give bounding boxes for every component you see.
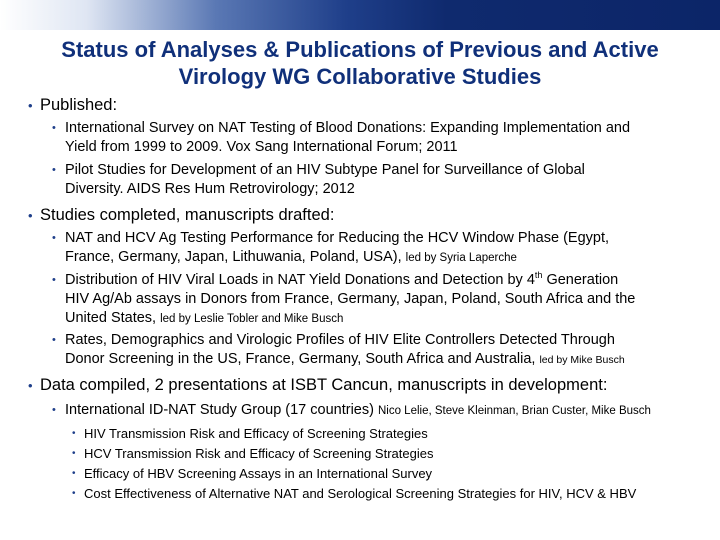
completed-item-3-line-2	[65, 351, 625, 367]
completed-item-2-line-3	[65, 310, 343, 326]
title-line-2: Virology WG Collaborative Studies	[178, 64, 542, 89]
completed-item-2-text-c: United States,	[65, 310, 157, 326]
bullet-dot-icon: •	[72, 428, 76, 439]
title-line-1: Status of Analyses & Publications of Previous and Active	[61, 37, 659, 62]
completed-item-1-text: France, Germany, Japan, Lithuwania, Poland, USA),	[65, 249, 402, 265]
compiled-item-1-line	[65, 402, 651, 418]
published-item-1-line-1: International Survey on NAT Testing of Blood Donations: Expanding Implementation and	[65, 120, 631, 136]
compiled-subitem-text: HIV Transmission Risk and Efficacy of Screening Strategies	[84, 426, 428, 441]
bullet-dot-icon: •	[28, 98, 33, 113]
compiled-subitem-text: Cost Effectiveness of Alternative NAT and Serological Screening Strategies for HIV, HCV & HBV	[84, 486, 637, 501]
completed-item-3-text: Donor Screening in the US, France, Germany, South Africa and Australia,	[65, 351, 536, 367]
completed-item-1-line-1: NAT and HCV Ag Testing Performance for Reducing the HCV Window Phase (Egypt,	[65, 230, 610, 246]
compiled-subitem-text: HCV Transmission Risk and Efficacy of Screening Strategies	[84, 446, 434, 461]
published-item-2-line-1: Pilot Studies for Development of an HIV Subtype Panel for Surveillance of Global	[65, 162, 585, 178]
bullet-dot-icon: •	[52, 274, 56, 286]
compiled-item-1-credit: Nico Lelie, Steve Kleinman, Brian Custer, Mike Busch	[377, 405, 651, 417]
completed-item-3-credit: led by Mike Busch	[539, 354, 625, 366]
compiled-subitem-text: Efficacy of HBV Screening Assays in an International Survey	[84, 466, 433, 481]
completed-item-2-text-a: Distribution of HIV Viral Loads in NAT Yield Donations and Detection by 4	[65, 272, 535, 288]
slide-title	[0, 36, 720, 90]
compiled-heading: Data compiled, 2 presentations at ISBT Cancun, manuscripts in development:	[40, 376, 608, 394]
completed-item-2-credit: led by Leslie Tobler and Mike Busch	[160, 313, 344, 325]
bullet-dot-icon: •	[52, 334, 56, 346]
bullet-dot-icon: •	[28, 208, 33, 223]
published-heading: Published:	[40, 96, 118, 114]
completed-heading: Studies completed, manuscripts drafted:	[40, 206, 335, 224]
header-bar	[0, 0, 720, 30]
completed-item-2-line-2: HIV Ag/Ab assays in Donors from France, Germany, Japan, Poland, South Africa and the	[65, 291, 636, 307]
completed-item-1-credit: led by Syria Laperche	[405, 252, 517, 264]
bullet-dot-icon: •	[52, 404, 56, 416]
bullet-dot-icon: •	[52, 164, 56, 176]
bullet-dot-icon: •	[28, 378, 33, 393]
bullet-dot-icon: •	[72, 448, 76, 459]
published-item-1-line-2: Yield from 1999 to 2009. Vox Sang International Forum; 2011	[65, 139, 458, 155]
completed-item-2-line-1	[65, 272, 618, 288]
bullet-dot-icon: •	[52, 122, 56, 134]
compiled-item-1-text: International ID-NAT Study Group (17 countries)	[65, 402, 374, 418]
completed-item-2-sup: th	[534, 270, 543, 281]
bullet-dot-icon: •	[72, 468, 76, 479]
published-item-2-line-2: Diversity. AIDS Res Hum Retrovirology; 2012	[65, 181, 355, 197]
bullet-dot-icon: •	[72, 488, 76, 499]
completed-item-2-text-b: Generation	[542, 272, 619, 288]
bullet-dot-icon: •	[52, 232, 56, 244]
completed-item-3-line-1: Rates, Demographics and Virologic Profiles of HIV Elite Controllers Detected Through	[65, 332, 615, 348]
completed-item-1-line-2	[65, 249, 517, 265]
